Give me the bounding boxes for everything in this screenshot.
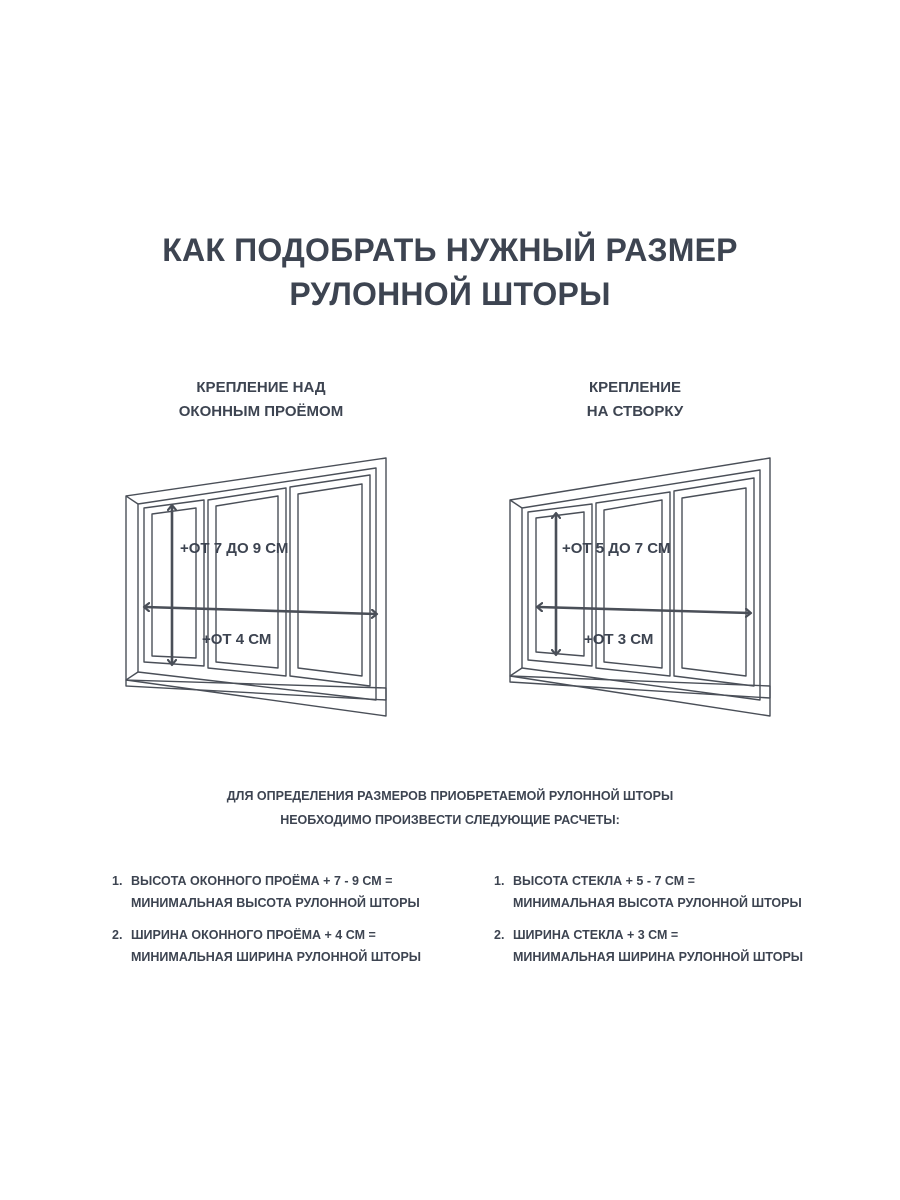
step-number: 1.: [112, 874, 123, 888]
sash-2: [596, 492, 670, 676]
step-line-2: МИНИМАЛЬНАЯ ШИРИНА РУЛОННОЙ ШТОРЫ: [131, 950, 422, 964]
outer-frame: [126, 458, 386, 716]
list-item: [112, 924, 472, 968]
right-height-label: +ОТ 5 ДО 7 СМ: [562, 540, 671, 557]
intro-line-2: НЕОБХОДИМО ПРОИЗВЕСТИ СЛЕДУЮЩИЕ РАСЧЕТЫ:: [280, 813, 620, 827]
intro-line-1: ДЛЯ ОПРЕДЕЛЕНИЯ РАЗМЕРОВ ПРИОБРЕТАЕМОЙ РУЛОННОЙ ШТОРЫ: [226, 789, 674, 803]
window-sill: [510, 676, 770, 698]
sash-3: [290, 475, 370, 686]
left-heading: [111, 376, 411, 424]
left-height-label: +ОТ 7 ДО 9 СМ: [180, 540, 289, 557]
list-item: [112, 870, 472, 914]
title-line-2: РУЛОННОЙ ШТОРЫ: [289, 276, 611, 312]
step-line-2: МИНИМАЛЬНАЯ ВЫСОТА РУЛОННОЙ ШТОРЫ: [131, 896, 420, 910]
right-heading-line-2: НА СТВОРКУ: [586, 403, 684, 420]
left-window-diagram: [120, 450, 390, 730]
step-line-1: ШИРИНА СТЕКЛА + 3 СМ =: [513, 928, 679, 942]
width-arrow: [538, 607, 750, 613]
list-item: [494, 924, 854, 968]
right-width-label: +ОТ 3 СМ: [584, 631, 654, 648]
left-heading-line-1: КРЕПЛЕНИЕ НАД: [196, 379, 326, 396]
page-title: [0, 228, 900, 316]
step-line-1: ВЫСОТА СТЕКЛА + 5 - 7 СМ =: [513, 874, 695, 888]
inner-frame: [138, 468, 376, 700]
left-steps-list: [112, 870, 472, 978]
step-number: 2.: [112, 928, 123, 942]
sash-1: [528, 504, 592, 666]
step-line-2: МИНИМАЛЬНАЯ ШИРИНА РУЛОННОЙ ШТОРЫ: [513, 950, 804, 964]
instructions-intro: [0, 784, 900, 832]
right-heading: [485, 376, 785, 424]
list-item: [494, 870, 854, 914]
step-line-1: ШИРИНА ОКОННОГО ПРОЁМА + 4 СМ =: [131, 928, 376, 942]
right-window-diagram: [500, 450, 775, 730]
right-steps-list: [494, 870, 854, 978]
step-number: 2.: [494, 928, 505, 942]
right-heading-line-1: КРЕПЛЕНИЕ: [588, 379, 682, 396]
left-heading-line-2: ОКОННЫМ ПРОЁМОМ: [178, 403, 344, 420]
left-width-label: +ОТ 4 СМ: [202, 631, 272, 648]
sash-3: [674, 478, 754, 686]
sash-1: [144, 500, 204, 666]
title-line-1: КАК ПОДОБРАТЬ НУЖНЫЙ РАЗМЕР: [162, 232, 738, 268]
step-number: 1.: [494, 874, 505, 888]
width-arrow: [145, 607, 376, 614]
step-line-1: ВЫСОТА ОКОННОГО ПРОЁМА + 7 - 9 СМ =: [131, 874, 393, 888]
step-line-2: МИНИМАЛЬНАЯ ВЫСОТА РУЛОННОЙ ШТОРЫ: [513, 896, 802, 910]
